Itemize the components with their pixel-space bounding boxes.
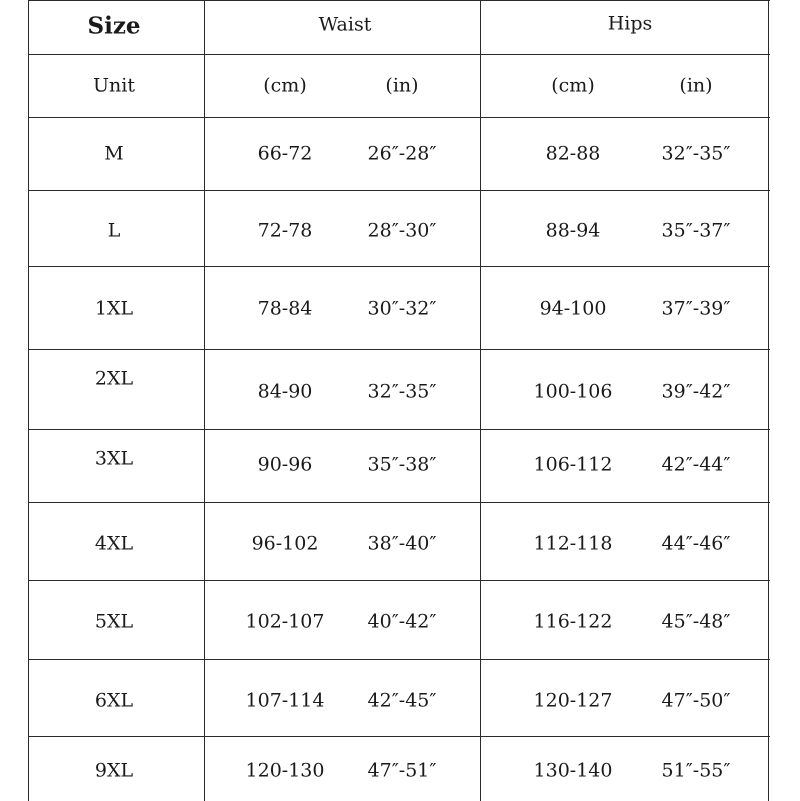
grid-line xyxy=(480,0,481,801)
grid-line xyxy=(28,54,770,55)
grid-line xyxy=(28,190,770,191)
hips-cm-cell: 100-106 xyxy=(533,380,613,403)
hips-in-cell: 51″-55″ xyxy=(661,759,731,782)
grid-line xyxy=(28,117,770,118)
size-chart-table xyxy=(28,0,770,801)
waist-cm-cell: 102-107 xyxy=(245,610,325,633)
grid-line xyxy=(204,0,205,801)
waist-in-cell: 28″-30″ xyxy=(367,219,437,242)
header-hips: Hips xyxy=(607,12,653,35)
grid-line xyxy=(28,502,770,503)
grid-line xyxy=(28,349,770,350)
hips-cm-cell: 112-118 xyxy=(533,532,613,555)
size-cell: M xyxy=(104,142,124,165)
hips-in-cell: 32″-35″ xyxy=(661,142,731,165)
hips-in-cell: 44″-46″ xyxy=(661,532,731,555)
waist-cm-cell: 90-96 xyxy=(257,453,313,476)
waist-cm-cell: 96-102 xyxy=(251,532,319,555)
size-cell: 2XL xyxy=(94,367,134,390)
size-cell: 4XL xyxy=(94,532,134,555)
unit-hips-cm: (cm) xyxy=(551,74,595,97)
hips-in-cell: 37″-39″ xyxy=(661,297,731,320)
waist-in-cell: 32″-35″ xyxy=(367,380,437,403)
waist-in-cell: 42″-45″ xyxy=(367,689,437,712)
size-cell: 1XL xyxy=(94,297,134,320)
waist-in-cell: 30″-32″ xyxy=(367,297,437,320)
hips-in-cell: 45″-48″ xyxy=(661,610,731,633)
hips-cm-cell: 106-112 xyxy=(533,453,613,476)
size-cell: 6XL xyxy=(94,689,134,712)
waist-in-cell: 47″-51″ xyxy=(367,759,437,782)
grid-line xyxy=(768,0,769,801)
unit-waist-cm: (cm) xyxy=(263,74,307,97)
grid-line xyxy=(28,429,770,430)
hips-in-cell: 42″-44″ xyxy=(661,453,731,476)
hips-in-cell: 35″-37″ xyxy=(661,219,731,242)
waist-cm-cell: 107-114 xyxy=(245,689,325,712)
hips-in-cell: 47″-50″ xyxy=(661,689,731,712)
header-waist: Waist xyxy=(318,13,372,36)
hips-in-cell: 39″-42″ xyxy=(661,380,731,403)
hips-cm-cell: 82-88 xyxy=(545,142,601,165)
grid-line xyxy=(28,0,29,801)
size-cell: 3XL xyxy=(94,447,134,470)
waist-cm-cell: 78-84 xyxy=(257,297,313,320)
header-size: Size xyxy=(87,12,141,40)
hips-cm-cell: 94-100 xyxy=(539,297,607,320)
hips-cm-cell: 120-127 xyxy=(533,689,613,712)
waist-in-cell: 35″-38″ xyxy=(367,453,437,476)
grid-line xyxy=(28,736,770,737)
size-cell: 9XL xyxy=(94,759,134,782)
hips-cm-cell: 116-122 xyxy=(533,610,613,633)
hips-cm-cell: 130-140 xyxy=(533,759,613,782)
waist-cm-cell: 84-90 xyxy=(257,380,313,403)
grid-line xyxy=(28,580,770,581)
unit-label: Unit xyxy=(93,74,135,97)
waist-in-cell: 40″-42″ xyxy=(367,610,437,633)
size-cell: 5XL xyxy=(94,610,134,633)
waist-cm-cell: 72-78 xyxy=(257,219,313,242)
grid-line xyxy=(28,659,770,660)
waist-in-cell: 26″-28″ xyxy=(367,142,437,165)
unit-waist-in: (in) xyxy=(385,74,419,97)
waist-in-cell: 38″-40″ xyxy=(367,532,437,555)
grid-line xyxy=(28,0,770,1)
grid-line xyxy=(28,266,770,267)
waist-cm-cell: 66-72 xyxy=(257,142,313,165)
waist-cm-cell: 120-130 xyxy=(245,759,325,782)
unit-hips-in: (in) xyxy=(679,74,713,97)
size-cell: L xyxy=(107,219,121,242)
hips-cm-cell: 88-94 xyxy=(545,219,601,242)
